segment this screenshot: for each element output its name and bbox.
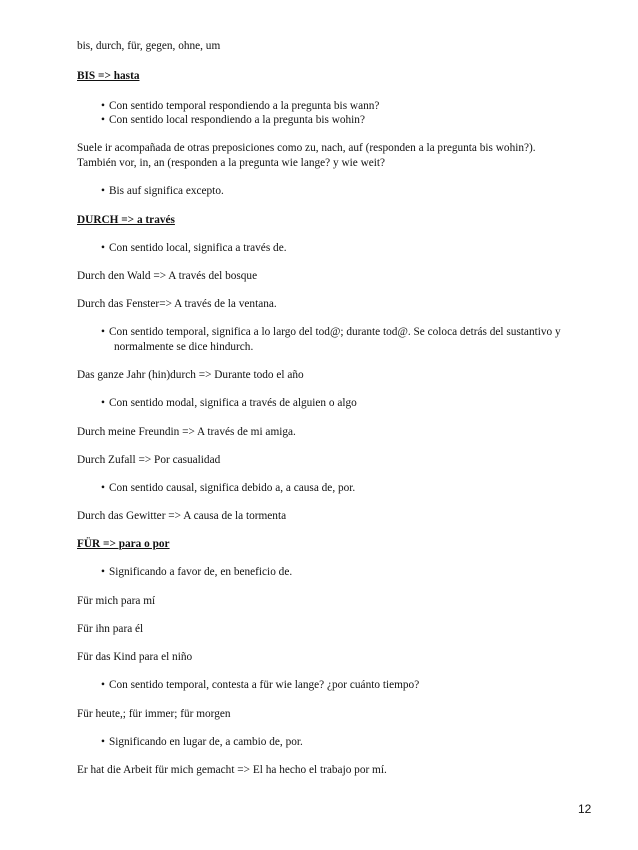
bullet-text: Con sentido temporal, significa a lo largo del tod@; durante tod@. Se coloca detrás del sustantivo y	[108, 326, 561, 338]
fuer-example-2: Für ihn para él	[77, 623, 144, 635]
bullet-mark: •	[101, 100, 105, 112]
durch-example-6: Durch das Gewitter => A causa de la tormenta	[77, 510, 287, 522]
durch-bullet-local	[101, 240, 601, 256]
bullet-mark: •	[101, 679, 105, 691]
durch-bullet-temporal	[101, 324, 601, 340]
fuer-bullet-favor	[101, 564, 601, 580]
durch-bullet-modal	[101, 395, 601, 411]
fuer-example-3: Für das Kind para el niño	[77, 651, 193, 663]
bullet-text: Significando a favor de, en beneficio de.	[108, 566, 293, 578]
bullet-text: Con sentido temporal respondiendo a la pregunta bis wann?	[108, 100, 380, 112]
durch-bullet-temporal-cont: normalmente se dice hindurch.	[114, 341, 254, 353]
intro-line: bis, durch, für, gegen, ohne, um	[77, 40, 221, 52]
bullet-text: Bis auf significa excepto.	[108, 185, 224, 197]
bis-paragraph-2: También vor, in, an (responden a la pregunta wie lange? y wie weit?	[77, 157, 386, 169]
bullet-mark: •	[101, 326, 105, 338]
fuer-example-4: Für heute,; für immer; für morgen	[77, 708, 231, 720]
bullet-mark: •	[101, 397, 105, 409]
fuer-bullet-cambio	[101, 734, 601, 750]
fuer-bullet-temporal	[101, 677, 601, 693]
bullet-text: Con sentido local respondiendo a la pregunta bis wohin?	[108, 114, 365, 126]
bis-bullet-local	[101, 112, 601, 128]
bis-bullet-auf	[101, 183, 601, 199]
bullet-text: Significando en lugar de, a cambio de, por.	[108, 736, 303, 748]
fuer-example-5: Er hat die Arbeit für mich gemacht => El ha hecho el trabajo por mí.	[77, 764, 387, 776]
fuer-example-1: Für mich para mí	[77, 595, 156, 607]
bullet-mark: •	[101, 114, 105, 126]
bullet-mark: •	[101, 242, 105, 254]
bis-paragraph-1: Suele ir acompañada de otras preposiciones como zu, nach, auf (responden a la pregunta bis wohin?).	[77, 142, 536, 154]
durch-example-3: Das ganze Jahr (hin)durch => Durante todo el año	[77, 369, 304, 381]
durch-example-5: Durch Zufall => Por casualidad	[77, 454, 221, 466]
bullet-mark: •	[101, 566, 105, 578]
bullet-mark: •	[101, 185, 105, 197]
bullet-text: Con sentido temporal, contesta a für wie lange? ¿por cuánto tiempo?	[108, 679, 420, 691]
bullet-mark: •	[101, 482, 105, 494]
durch-bullet-causal	[101, 480, 601, 496]
bullet-text: Con sentido modal, significa a través de alguien o algo	[108, 397, 357, 409]
durch-example-2: Durch das Fenster=> A través de la ventana.	[77, 298, 277, 310]
page-number: 12	[578, 802, 592, 816]
bullet-mark: •	[101, 736, 105, 748]
durch-heading: DURCH => a través	[77, 214, 175, 226]
bullet-text: Con sentido causal, significa debido a, a causa de, por.	[108, 482, 356, 494]
bullet-text: Con sentido local, significa a través de.	[108, 242, 287, 254]
fuer-heading: FÜR => para o por	[77, 538, 170, 550]
bis-heading: BIS => hasta	[77, 70, 140, 82]
durch-example-4: Durch meine Freundin => A través de mi amiga.	[77, 426, 296, 438]
durch-example-1: Durch den Wald => A través del bosque	[77, 270, 258, 282]
